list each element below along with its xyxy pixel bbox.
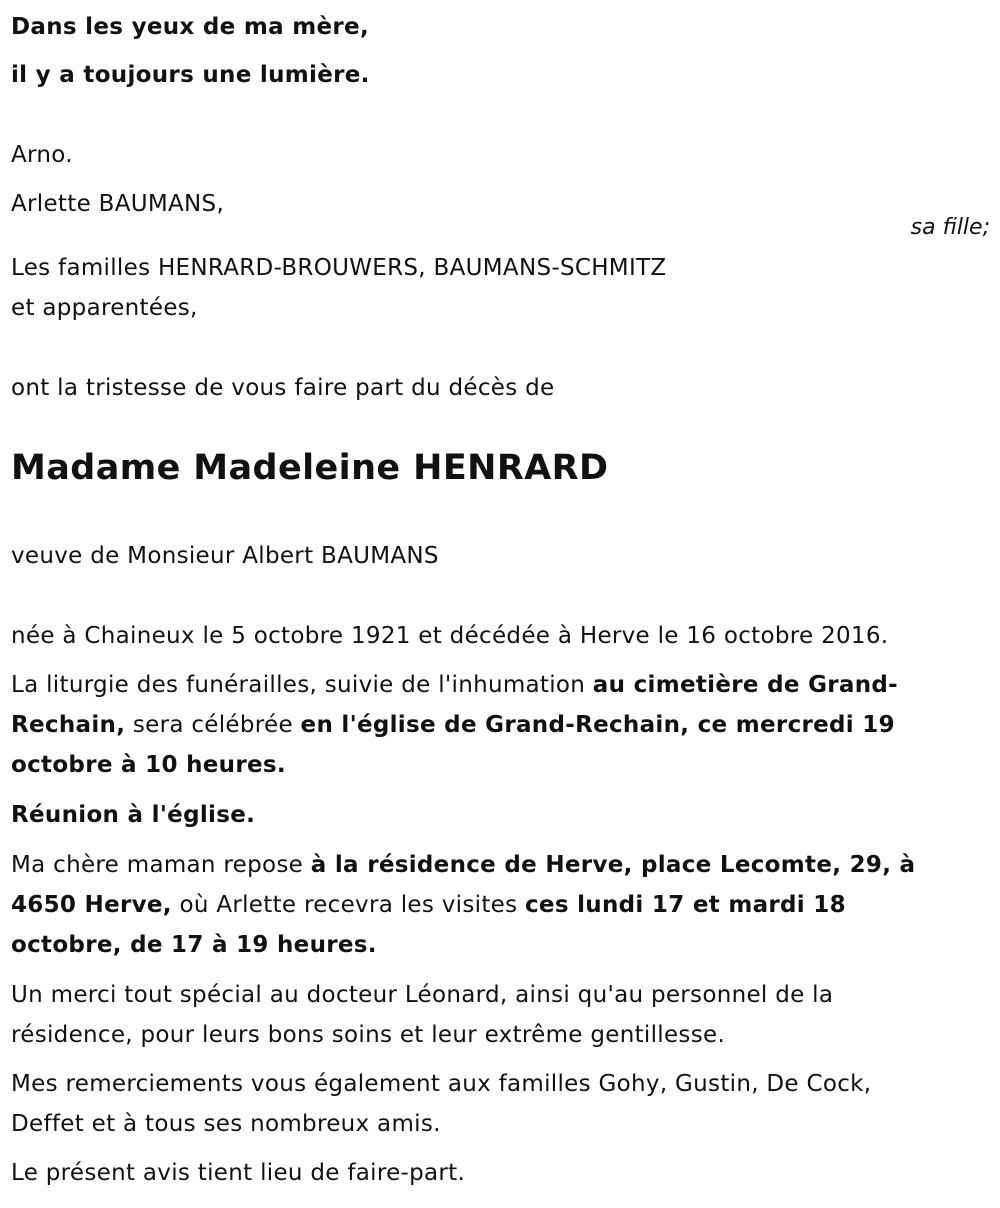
liturgy-text-1b: au cimetière de Grand-: [592, 672, 899, 698]
widow-of: veuve de Monsieur Albert BAUMANS: [11, 543, 439, 569]
arlette-role: sa fille;: [910, 215, 990, 240]
liturgy-line-2: [11, 710, 895, 740]
rest-text-1b: à la résidence de Herve, place Lecomte, 29, à: [310, 852, 916, 878]
liturgy-text-2b: sera célébrée: [125, 712, 301, 738]
thanks-2-line-2: Deffet et à tous ses nombreux amis.: [11, 1111, 441, 1137]
family-arno: Arno.: [11, 142, 73, 168]
liturgy-line-1: [11, 670, 898, 700]
rest-line-2: [11, 890, 846, 920]
quote-line-1: Dans les yeux de ma mère,: [11, 14, 369, 40]
rest-line-3: octobre, de 17 à 19 heures.: [11, 932, 377, 958]
rest-text-2b: où Arlette recevra les visites: [171, 892, 525, 918]
families-line-2: et apparentées,: [11, 295, 198, 321]
thanks-2-line-1: Mes remerciements vous également aux familles Gohy, Gustin, De Cock,: [11, 1071, 872, 1097]
family-arlette: Arlette BAUMANS,: [11, 191, 225, 217]
thanks-1-line-2: résidence, pour leurs bons soins et leur extrême gentillesse.: [11, 1022, 726, 1048]
families-line-1: Les familles HENRARD-BROUWERS, BAUMANS-SCHMITZ: [11, 255, 667, 281]
liturgy-text-1a: La liturgie des funérailles, suivie de l'inhumation: [11, 672, 593, 698]
announcement: ont la tristesse de vous faire part du décès de: [11, 375, 555, 401]
closing-note: Le présent avis tient lieu de faire-part.: [11, 1160, 466, 1186]
liturgy-text-2c: en l'église de Grand-Rechain, ce mercredi 19: [300, 712, 895, 738]
meeting-place: Réunion à l'église.: [11, 802, 256, 828]
rest-line-1: [11, 850, 915, 880]
liturgy-line-3: octobre à 10 heures.: [11, 752, 286, 778]
rest-text-2c: ces lundi 17 et mardi 18: [524, 892, 846, 918]
rest-text-2a: 4650 Herve,: [11, 892, 172, 918]
rest-text-1a: Ma chère maman repose: [11, 852, 311, 878]
quote-line-2: il y a toujours une lumière.: [11, 62, 370, 88]
thanks-1-line-1: Un merci tout spécial au docteur Léonard, ainsi qu'au personnel de la: [11, 982, 834, 1008]
liturgy-text-2a: Rechain,: [11, 712, 126, 738]
deceased-name: Madame Madeleine HENRARD: [11, 448, 609, 488]
birth-death: née à Chaineux le 5 octobre 1921 et décédée à Herve le 16 octobre 2016.: [11, 623, 889, 649]
